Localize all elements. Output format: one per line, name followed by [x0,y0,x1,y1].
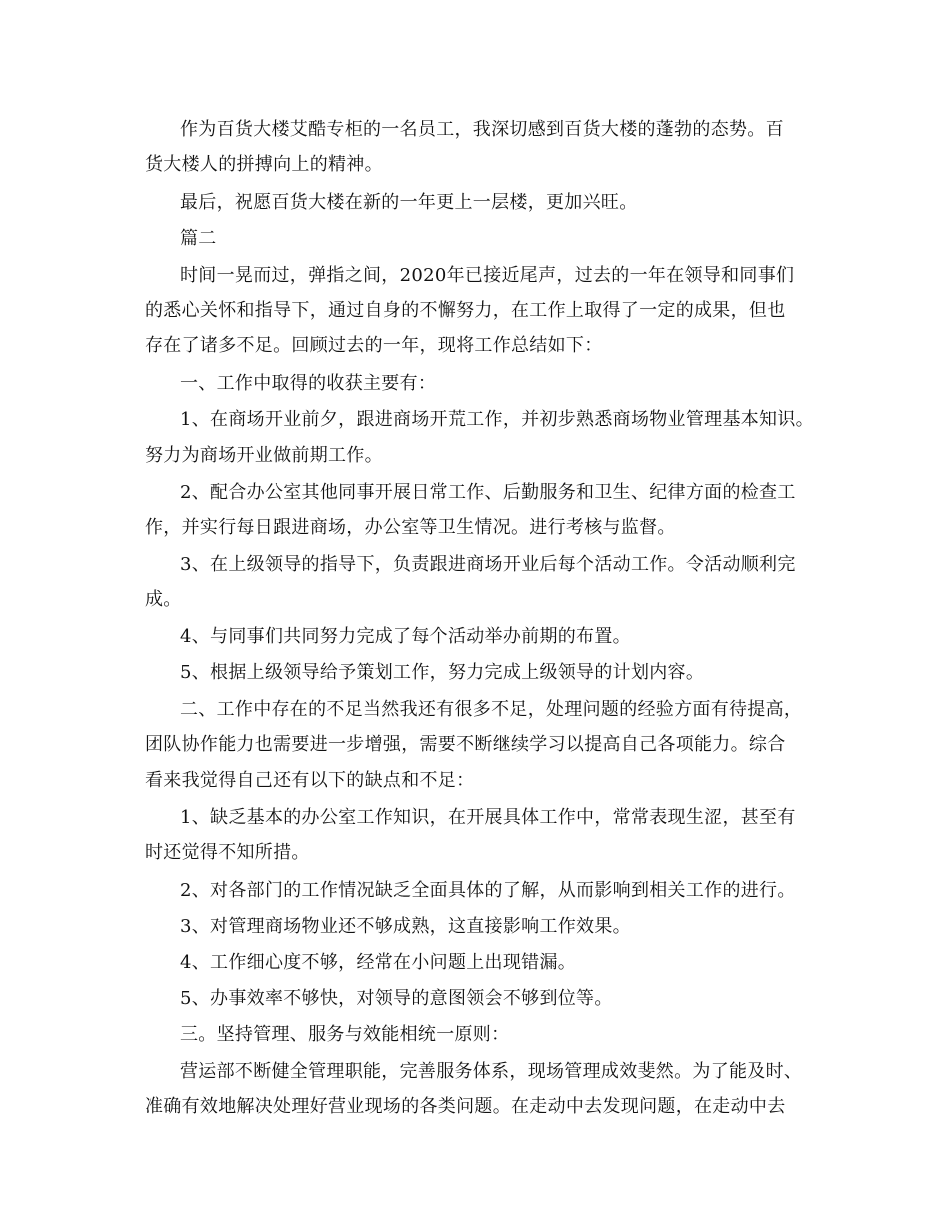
paragraph-line: 营运部不断健全管理职能，完善服务体系，现场管理成效斐然。为了能及时、 [180,1061,803,1082]
paragraph-line: 准确有效地解决处理好营业现场的各类问题。在走动中去发现问题，在走动中去 [145,1096,786,1117]
paragraph-line: 团队协作能力也需要进一步增强，需要不断继续学习以提高自己各项能力。综合 [145,734,786,755]
paragraph-line: 4、工作细心度不够，经常在小问题上出现错漏。 [180,952,577,973]
paragraph-line: 成。 [145,589,182,610]
paragraph-line: 3、在上级领导的指导下，负责跟进商场开业后每个活动工作。令活动顺利完 [180,554,796,575]
paragraph-line: 5、办事效率不够快，对领导的意图领会不够到位等。 [180,988,613,1009]
paragraph-line: 作为百货大楼艾酷专柜的一名员工，我深切感到百货大楼的蓬勃的态势。百 [180,119,784,140]
paragraph-line: 2、配合办公室其他同事开展日常工作、后勤服务和卫生、纪律方面的检查工 [180,482,796,503]
paragraph-line: 时间一晃而过，弹指之间，2020年已接近尾声，过去的一年在领导和同事们 [180,265,795,286]
paragraph-line: 货大楼人的拼搏向上的精神。 [145,154,383,175]
paragraph-line: 二、工作中存在的不足当然我还有很多不足，处理问题的经验方面有待提高， [180,699,803,720]
paragraph-line: 作，并实行每日跟进商场，办公室等卫生情况。进行考核与监督。 [145,517,676,538]
section-heading: 篇二 [180,228,217,249]
paragraph-line: 最后，祝愿百货大楼在新的一年更上一层楼，更加兴旺。 [180,192,638,213]
paragraph-line: 三。坚持管理、服务与效能相统一原则： [180,1024,510,1045]
paragraph-line: 1、缺乏基本的办公室工作知识，在开展具体工作中，常常表现生涩，甚至有 [180,807,796,828]
paragraph-line: 3、对管理商场物业还不够成熟，这直接影响工作效果。 [180,916,631,937]
paragraph-line: 看来我觉得自己还有以下的缺点和不足： [145,770,475,791]
paragraph-line: 存在了诸多不足。回顾过去的一年，现将工作总结如下： [145,335,603,356]
paragraph-line: 一、工作中取得的收获主要有： [180,373,437,394]
paragraph-line: 时还觉得不知所措。 [145,842,310,863]
paragraph-line: 5、根据上级领导给予策划工作，努力完成上级领导的计划内容。 [180,662,705,683]
paragraph-line: 2、对各部门的工作情况缺乏全面具体的了解，从而影响到相关工作的进行。 [180,880,796,901]
paragraph-line: 努力为商场开业做前期工作。 [145,445,383,466]
paragraph-line: 1、在商场开业前夕，跟进商场开荒工作，并初步熟悉商场物业管理基本知识。 [180,409,814,430]
paragraph-line: 的悉心关怀和指导下，通过自身的不懈努力，在工作上取得了一定的成果，但也 [145,300,786,321]
paragraph-line: 4、与同事们共同努力完成了每个活动举办前期的布置。 [180,626,631,647]
